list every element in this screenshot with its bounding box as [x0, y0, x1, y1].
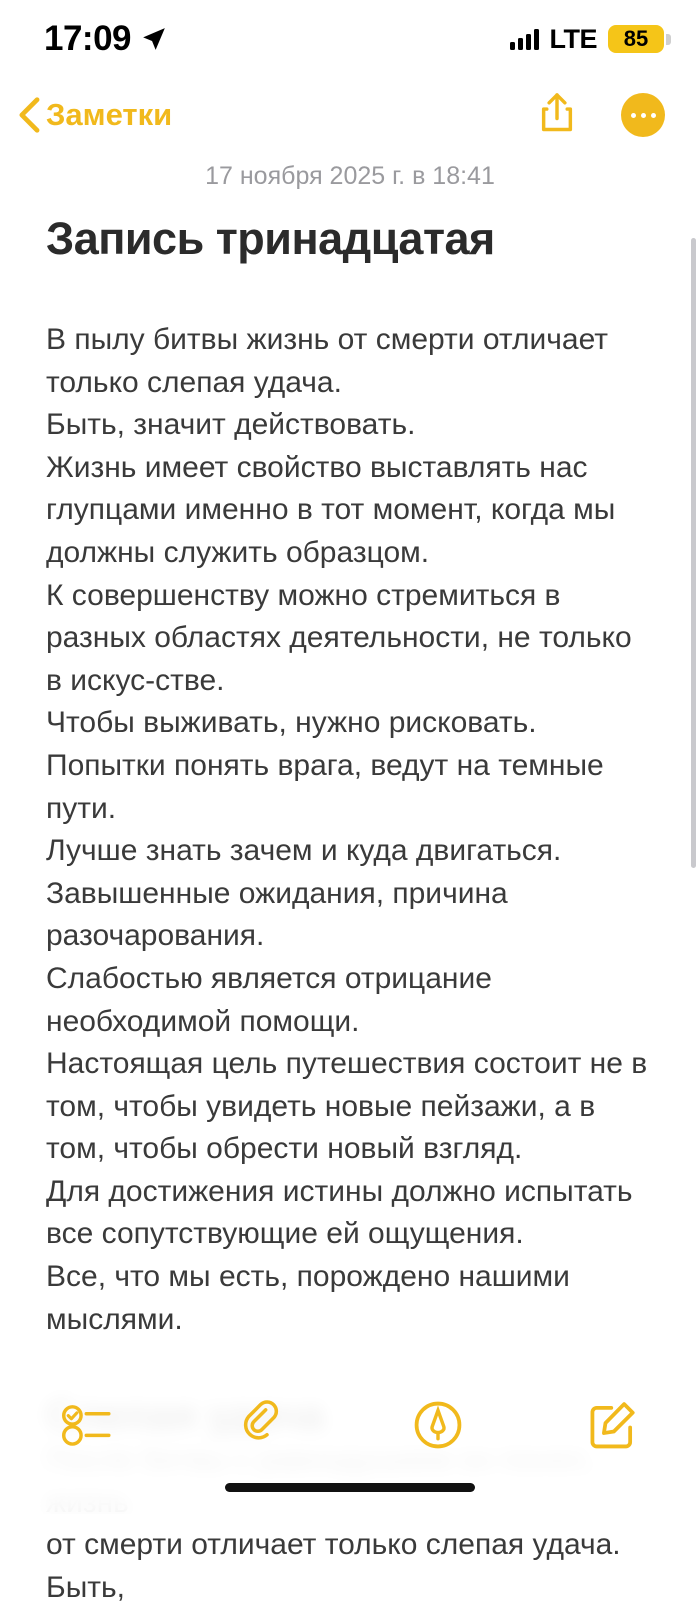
- note-paragraph: Лучше знать зачем и куда двигаться.: [46, 834, 562, 868]
- note-paragraph: Все, что мы есть, порождено нашими мыслями.: [46, 1260, 570, 1336]
- compose-button[interactable]: [578, 1396, 648, 1458]
- navigation-actions: [534, 92, 666, 138]
- cellular-signal-icon: [510, 28, 539, 50]
- note-paragraph: Настоящая цель путешествия состоит не в том, чтобы увидеть новые пейзажи, а в том, чтобы обрести новый взгляд.: [46, 1047, 648, 1166]
- note-paragraph: Для достижения истины должно испытать все сопутствующие ей ощущения.: [46, 1174, 633, 1251]
- checklist-button[interactable]: [53, 1396, 123, 1458]
- back-button-label: Заметки: [46, 97, 173, 132]
- note-date: 17 ноября 2025 г. в 18:41: [205, 162, 495, 190]
- compose-icon: [589, 1401, 637, 1454]
- more-options-button[interactable]: [620, 92, 666, 138]
- vertical-scrollbar[interactable]: [691, 238, 696, 868]
- note-title: Запись тринадцатая: [46, 213, 495, 264]
- note-body[interactable]: [46, 319, 654, 1341]
- bottom-toolbar: [0, 1376, 700, 1514]
- chevron-left-icon: [18, 97, 40, 133]
- back-button[interactable]: [18, 97, 172, 133]
- note-paragraph: Жизнь имеет свойство выставлять нас глупцами именно в тот момент, когда мы должны служить образцом.: [46, 450, 616, 569]
- status-bar-left: [44, 19, 167, 59]
- location-arrow-icon: [141, 26, 167, 52]
- status-bar-right: [510, 24, 665, 55]
- paperclip-icon: [242, 1401, 284, 1454]
- battery-percent-label: 85: [623, 26, 649, 51]
- markup-button[interactable]: [403, 1396, 473, 1458]
- note-paragraph: В пылу битвы жизнь от смерти отличает только слепая удача.: [46, 323, 609, 399]
- markup-pen-icon: [414, 1401, 462, 1454]
- attachment-button[interactable]: [228, 1396, 298, 1458]
- status-bar-clock: 17:09: [44, 19, 132, 58]
- note-paragraph: К совершенству можно стремиться в разных областях деятельности, не только в искус-стве.: [46, 578, 632, 697]
- note-paragraph: Чтобы выживать, нужно рисковать.: [46, 706, 537, 740]
- network-type-label: LTE: [549, 23, 597, 54]
- note-paragraph: Быть, значит действовать.: [46, 408, 416, 442]
- checklist-icon: [62, 1405, 114, 1450]
- note-paragraph: Слабостью является отрицание необходимой помощи.: [46, 961, 492, 1038]
- status-bar: [0, 0, 700, 78]
- home-indicator[interactable]: [225, 1483, 475, 1492]
- note-paragraph: Завышенные ожидания, причина разочарования.: [46, 876, 508, 953]
- battery-indicator: [608, 25, 664, 53]
- note-paragraph: от смерти отличает только слепая удача. Быть,: [46, 1528, 621, 1605]
- share-icon: [538, 91, 576, 140]
- share-button[interactable]: [534, 92, 580, 138]
- more-options-icon: [621, 93, 665, 137]
- navigation-bar: [0, 78, 700, 152]
- note-paragraph: Попытки понять врага, ведут на темные пути.: [46, 748, 604, 825]
